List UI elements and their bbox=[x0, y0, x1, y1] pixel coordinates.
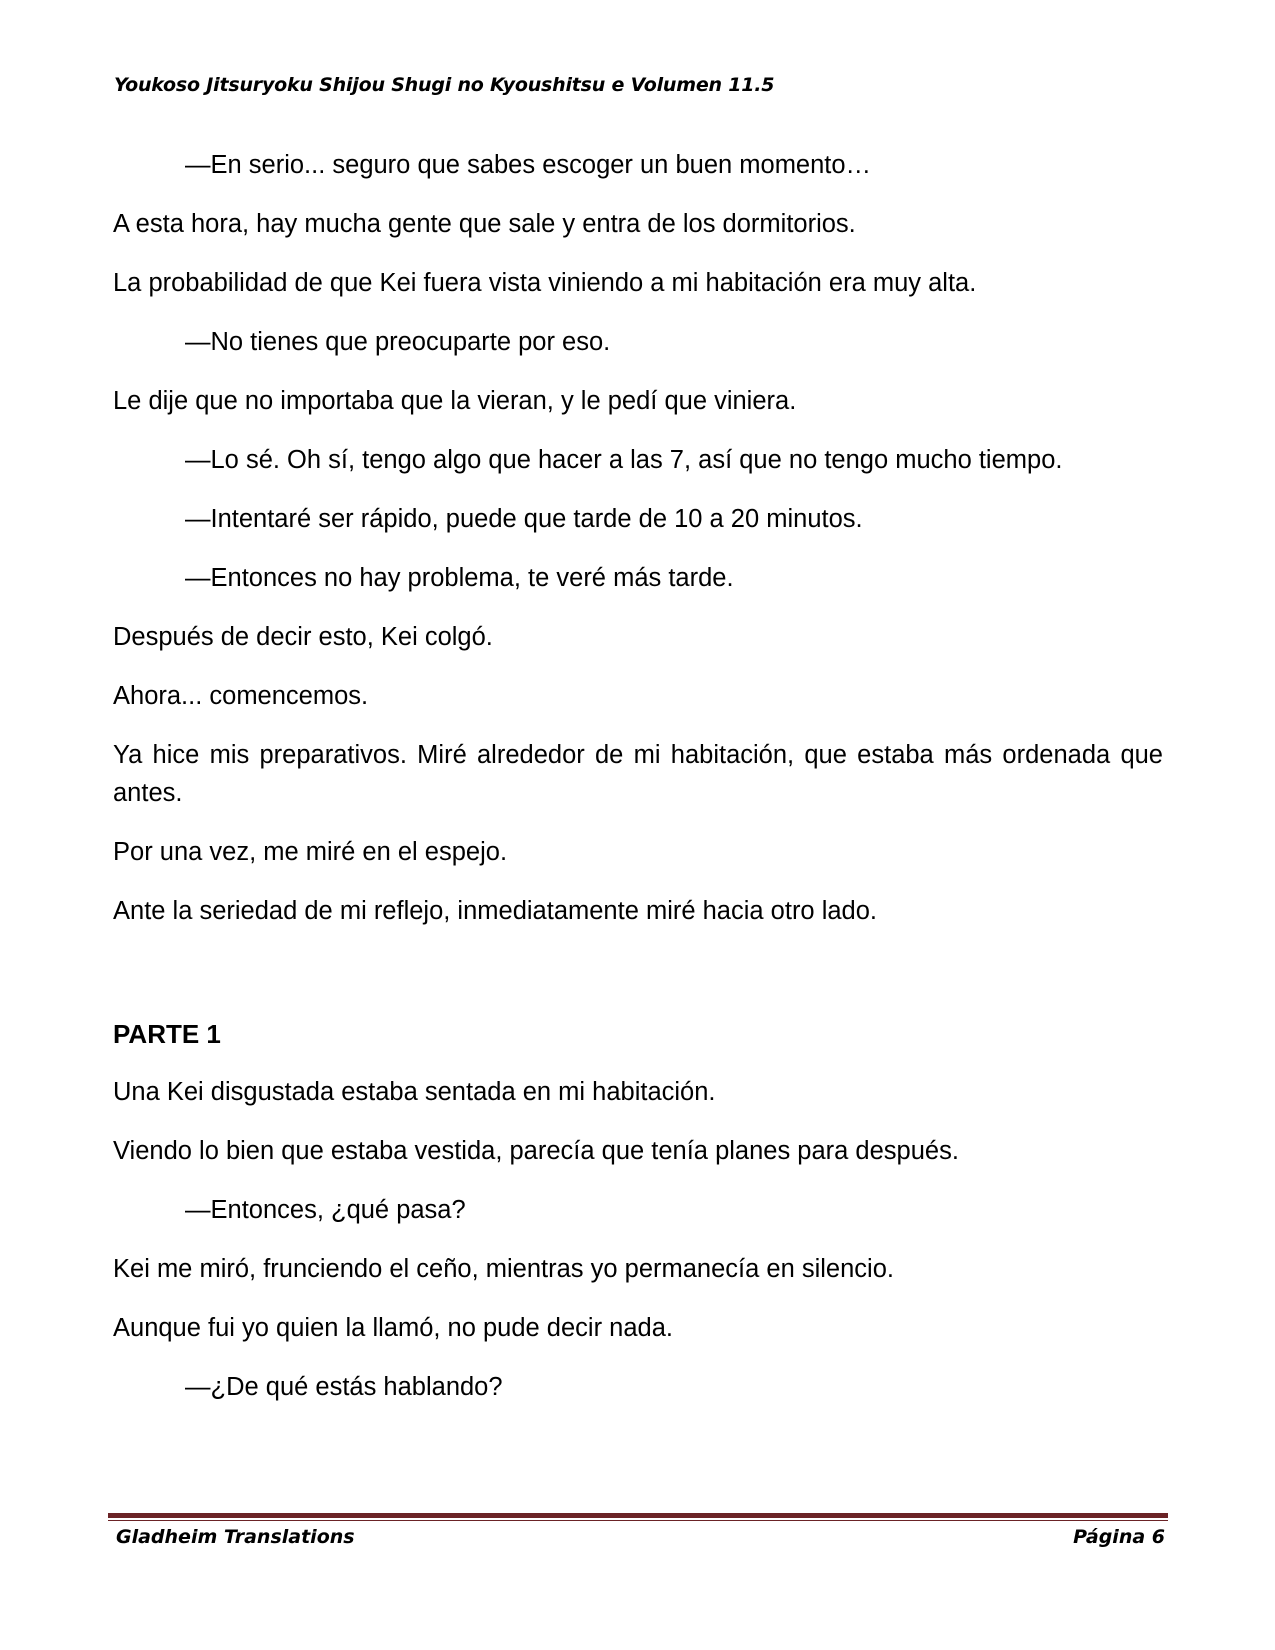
footer-page-number: Página 6 bbox=[1073, 1526, 1165, 1548]
dialogue-paragraph: —Lo sé. Oh sí, tengo algo que hacer a las 7, así que no tengo mucho tiempo. bbox=[185, 446, 1063, 474]
dialogue-paragraph: —En serio... seguro que sabes escoger un buen momento… bbox=[185, 151, 872, 179]
footer-translator: Gladheim Translations bbox=[116, 1526, 355, 1548]
narration-paragraph: Aunque fui yo quien la llamó, no pude decir nada. bbox=[113, 1314, 673, 1342]
narration-paragraph: Ahora... comencemos. bbox=[113, 682, 369, 710]
narration-paragraph: Kei me miró, frunciendo el ceño, mientras yo permanecía en silencio. bbox=[113, 1255, 894, 1283]
footer-divider-thin bbox=[108, 1520, 1168, 1521]
narration-paragraph: Una Kei disgustada estaba sentada en mi habitación. bbox=[113, 1078, 716, 1106]
dialogue-paragraph: —¿De qué estás hablando? bbox=[185, 1373, 503, 1401]
narration-paragraph: A esta hora, hay mucha gente que sale y entra de los dormitorios. bbox=[113, 210, 856, 238]
footer-divider-thick bbox=[108, 1513, 1168, 1518]
narration-paragraph: La probabilidad de que Kei fuera vista viniendo a mi habitación era muy alta. bbox=[113, 269, 977, 297]
section-heading: PARTE 1 bbox=[113, 1019, 221, 1049]
dialogue-paragraph: —Entonces no hay problema, te veré más tarde. bbox=[185, 564, 734, 592]
dialogue-paragraph: —No tienes que preocuparte por eso. bbox=[185, 328, 611, 356]
footer-divider bbox=[108, 1513, 1168, 1521]
narration-paragraph: Ya hice mis preparativos. Miré alrededor de mi habitación, que estaba más ordenada que antes. bbox=[113, 741, 1163, 807]
narration-paragraph: Después de decir esto, Kei colgó. bbox=[113, 623, 493, 651]
page-header-title: Youkoso Jitsuryoku Shijou Shugi no Kyoushitsu e Volumen 11.5 bbox=[114, 74, 775, 96]
narration-paragraph: Por una vez, me miré en el espejo. bbox=[113, 838, 508, 866]
narration-paragraph: Le dije que no importaba que la vieran, y le pedí que viniera. bbox=[113, 387, 797, 415]
dialogue-paragraph: —Intentaré ser rápido, puede que tarde de 10 a 20 minutos. bbox=[185, 505, 863, 533]
narration-paragraph: Ante la seriedad de mi reflejo, inmediatamente miré hacia otro lado. bbox=[113, 897, 877, 925]
dialogue-paragraph: —Entonces, ¿qué pasa? bbox=[185, 1196, 466, 1224]
narration-paragraph: Viendo lo bien que estaba vestida, parecía que tenía planes para después. bbox=[113, 1137, 959, 1165]
document-body bbox=[113, 146, 1163, 1427]
